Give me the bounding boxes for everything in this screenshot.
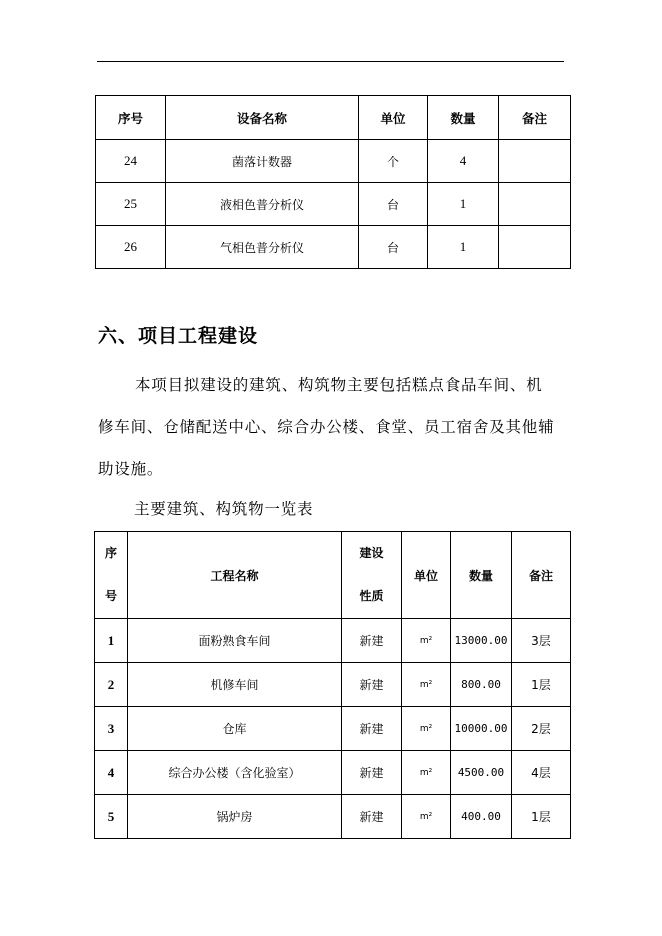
cell-unit: 台 <box>359 226 428 269</box>
cell-note <box>499 140 571 183</box>
cell-note: 4层 <box>512 751 571 795</box>
cell-seq: 26 <box>96 226 166 269</box>
header-note: 备注 <box>499 96 571 140</box>
building-table-header <box>95 532 571 619</box>
header-seq-bottom: 号 <box>104 589 117 603</box>
header-quantity: 数量 <box>428 96 499 140</box>
header-unit: 单位 <box>402 532 451 619</box>
cell-unit: 个 <box>359 140 428 183</box>
cell-seq: 2 <box>95 663 128 707</box>
cell-note: 2层 <box>512 707 571 751</box>
cell-qty: 10000.00 <box>451 707 512 751</box>
header-seq <box>95 532 128 619</box>
cell-seq: 4 <box>95 751 128 795</box>
header-quantity: 数量 <box>451 532 512 619</box>
cell-name: 面粉熟食车间 <box>128 619 342 663</box>
cell-unit: 台 <box>359 183 428 226</box>
cell-note <box>499 183 571 226</box>
page-header-rule <box>97 61 564 62</box>
cell-note: 3层 <box>512 619 571 663</box>
cell-unit: m² <box>402 751 451 795</box>
equipment-table-header <box>96 96 571 140</box>
cell-name: 综合办公楼（含化验室） <box>128 751 342 795</box>
table-row <box>96 140 571 183</box>
cell-name: 机修车间 <box>128 663 342 707</box>
table-row <box>96 226 571 269</box>
cell-nature: 新建 <box>342 619 402 663</box>
cell-unit: m² <box>402 707 451 751</box>
cell-qty: 4500.00 <box>451 751 512 795</box>
header-nature-top: 建设 <box>359 546 384 560</box>
cell-name: 锅炉房 <box>128 795 342 839</box>
header-seq-top: 序 <box>104 546 117 560</box>
cell-note: 1层 <box>512 795 571 839</box>
cell-nature: 新建 <box>342 707 402 751</box>
table-row <box>95 619 571 663</box>
header-equipment-name: 设备名称 <box>166 96 359 140</box>
cell-seq: 25 <box>96 183 166 226</box>
cell-qty: 400.00 <box>451 795 512 839</box>
cell-seq: 3 <box>95 707 128 751</box>
cell-unit: m² <box>402 795 451 839</box>
cell-qty: 800.00 <box>451 663 512 707</box>
cell-unit: m² <box>402 619 451 663</box>
cell-name: 仓库 <box>128 707 342 751</box>
table-row <box>96 183 571 226</box>
header-build-nature <box>342 532 402 619</box>
table-row <box>95 795 571 839</box>
cell-nature: 新建 <box>342 751 402 795</box>
table-row <box>95 707 571 751</box>
cell-name: 液相色普分析仪 <box>166 183 359 226</box>
section-paragraph: 本项目拟建设的建筑、构筑物主要包括糕点食品车间、机修车间、仓储配送中心、综合办公楼、食堂、员工宿舍及其他辅助设施。 <box>98 376 555 478</box>
cell-unit: m² <box>402 663 451 707</box>
cell-qty: 13000.00 <box>451 619 512 663</box>
table-row <box>95 751 571 795</box>
header-project-name: 工程名称 <box>128 532 342 619</box>
table-caption: 主要建筑、构筑物一览表 <box>134 500 314 518</box>
cell-name: 菌落计数器 <box>166 140 359 183</box>
cell-qty: 4 <box>428 140 499 183</box>
cell-qty: 1 <box>428 183 499 226</box>
cell-note: 1层 <box>512 663 571 707</box>
header-note: 备注 <box>512 532 571 619</box>
equipment-table <box>95 95 571 269</box>
cell-nature: 新建 <box>342 795 402 839</box>
cell-qty: 1 <box>428 226 499 269</box>
building-table <box>94 531 571 839</box>
header-seq: 序号 <box>96 96 166 140</box>
cell-name: 气相色普分析仪 <box>166 226 359 269</box>
header-nature-bottom: 性质 <box>359 589 384 603</box>
table-row <box>95 663 571 707</box>
cell-nature: 新建 <box>342 663 402 707</box>
header-unit: 单位 <box>359 96 428 140</box>
section-heading: 六、项目工程建设 <box>98 325 259 347</box>
cell-seq: 24 <box>96 140 166 183</box>
cell-seq: 5 <box>95 795 128 839</box>
cell-seq: 1 <box>95 619 128 663</box>
cell-note <box>499 226 571 269</box>
